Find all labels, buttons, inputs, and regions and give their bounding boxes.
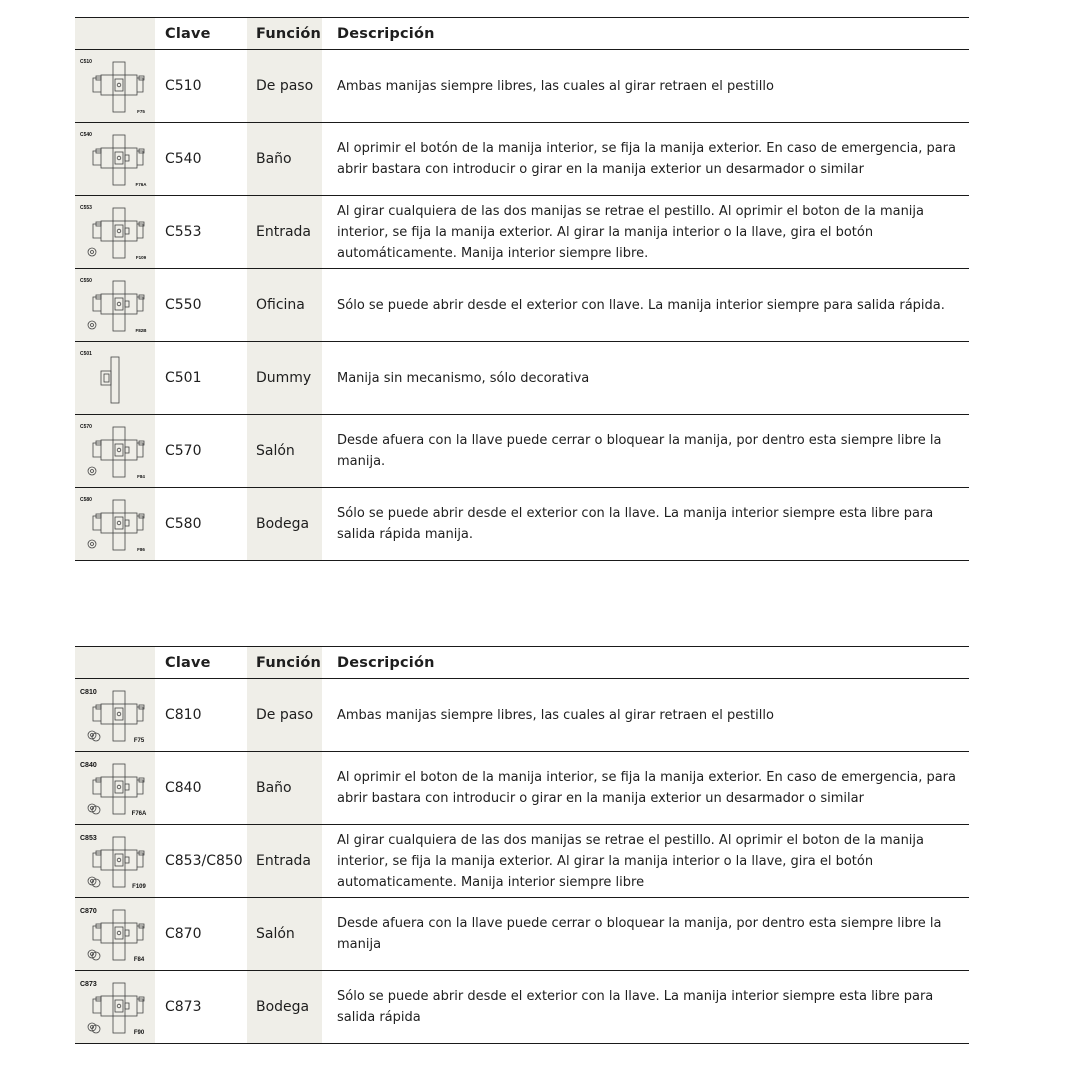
cell-descripcion	[322, 123, 969, 195]
table-row	[75, 898, 969, 971]
descripcion-text: Al oprimir el boton de la manija interior, se fija la manija exterior. En caso de emergencia, para abrir bastara con introducir o girar en la manija exterior un desarmador o similar	[337, 770, 956, 806]
lock-chassis	[101, 513, 137, 533]
lock-diagram	[79, 347, 151, 409]
cell-descripcion	[322, 488, 969, 560]
table-row	[75, 123, 969, 196]
lock-diagram	[79, 493, 151, 555]
header-image-cell	[75, 18, 155, 49]
cell-descripcion	[322, 971, 969, 1043]
latch-dot	[117, 448, 121, 452]
key-cylinder-core	[91, 470, 94, 473]
cell-clave: C570	[165, 443, 202, 459]
diagram-function-label: F86	[137, 547, 145, 552]
diagram-code-label: C570	[80, 424, 92, 430]
descripcion-text: Al girar cualquiera de las dos manijas se retrae el pestillo. Al oprimir el boton de la manija interior, se fija la manija exterior. Al girar la manija interior o la llave, gira el botón automáticamente. Manija interior siempre libre.	[337, 203, 924, 261]
lock-chassis	[101, 440, 137, 460]
cell-clave: C873	[165, 999, 202, 1015]
latch-dot	[117, 229, 121, 233]
push-button	[125, 857, 129, 863]
diagram-function-label: F109	[135, 255, 147, 260]
latch-body	[115, 781, 123, 793]
lock-diagram	[79, 684, 151, 746]
lock-diagram-cell	[75, 752, 155, 824]
push-button	[125, 1003, 129, 1009]
cell-funcion: Baño	[247, 752, 322, 824]
table-row	[75, 415, 969, 488]
descripcion-text: Sólo se puede abrir desde el exterior con la llave. La manija interior siempre esta libre para salida rápida manija.	[337, 506, 934, 542]
key-cylinder-core	[91, 324, 94, 327]
header-clave: Clave	[165, 654, 211, 671]
cell-clave: C540	[165, 151, 202, 167]
lock-chassis	[101, 996, 137, 1016]
descripcion-text: Desde afuera con la llave puede cerrar o bloquear la manija, por dentro esta siempre libre la manija.	[337, 433, 942, 469]
latch-dot	[117, 785, 121, 789]
cell-funcion: Baño	[247, 123, 322, 195]
diagram-code-label: C510	[80, 59, 92, 65]
cell-clave: C580	[165, 516, 202, 532]
latch-dot	[117, 931, 121, 935]
lock-diagram	[79, 976, 151, 1038]
lock-diagram	[79, 420, 151, 482]
header-funcion: Función	[247, 18, 322, 49]
descripcion-text: Al girar cualquiera de las dos manijas se retrae el pestillo. Al oprimir el boton de la manija interior, se fija la manija exterior. Al girar la manija interior o la llave, gira el botón automaticamente. Manija interior siempre libre	[337, 832, 924, 890]
push-button	[125, 930, 129, 936]
lock-diagram	[79, 55, 151, 117]
latch-dot	[117, 83, 121, 87]
push-button	[125, 155, 129, 161]
handle-shape	[101, 371, 111, 385]
lock-chassis	[101, 704, 137, 724]
diagram-code-label: C840	[80, 762, 97, 769]
header-image-cell	[75, 647, 155, 678]
latch-dot	[117, 156, 121, 160]
diagram-function-label: F84	[137, 474, 145, 479]
lock-diagram-cell	[75, 898, 155, 970]
table-row	[75, 342, 969, 415]
diagram-function-label: F84	[133, 957, 145, 963]
latch-dot	[117, 1004, 121, 1008]
key-cylinder-core	[91, 543, 94, 546]
diagram-function-label: F75	[133, 738, 145, 744]
key-cylinder	[88, 540, 96, 548]
lock-diagram-cell	[75, 488, 155, 560]
descripcion-text: Desde afuera con la llave puede cerrar o bloquear la manija, por dentro esta siempre libre la manija	[337, 916, 942, 952]
latch-body	[115, 152, 123, 164]
cell-descripcion	[322, 342, 969, 414]
lock-chassis	[101, 221, 137, 241]
lock-chassis	[101, 850, 137, 870]
header-descripcion: Descripción	[337, 654, 435, 671]
push-button	[125, 520, 129, 526]
table-row	[75, 752, 969, 825]
table-row	[75, 488, 969, 561]
diagram-function-label: F75	[137, 109, 145, 114]
cell-descripcion	[322, 679, 969, 751]
cell-clave: C501	[165, 370, 202, 386]
key-cylinder	[88, 467, 96, 475]
table-row	[75, 269, 969, 342]
diagram-code-label: C810	[80, 689, 97, 696]
latch-body	[115, 708, 123, 720]
lock-chassis	[101, 294, 137, 314]
latch-body	[115, 225, 123, 237]
descripcion-text: Al oprimir el botón de la manija interior, se fija la manija exterior. En caso de emergencia, para abrir bastara con introducir o girar en la manija exterior un desarmador o similar	[337, 141, 956, 177]
diagram-function-label: F76A	[131, 811, 147, 817]
key-cylinder	[88, 248, 96, 256]
cell-funcion: Bodega	[247, 971, 322, 1043]
key-cylinder	[88, 321, 96, 329]
push-button	[125, 784, 129, 790]
lock-chassis	[101, 923, 137, 943]
cell-funcion: Dummy	[247, 342, 322, 414]
push-button	[125, 301, 129, 307]
latch-body	[115, 79, 123, 91]
cell-descripcion	[322, 752, 969, 824]
cell-descripcion	[322, 898, 969, 970]
cell-descripcion	[322, 825, 969, 897]
cell-clave: C840	[165, 780, 202, 796]
latch-dot	[117, 712, 121, 716]
lock-chassis	[101, 75, 137, 95]
diagram-code-label: C553	[80, 205, 92, 211]
lock-diagram	[79, 757, 151, 819]
diagram-code-label: C540	[80, 132, 92, 138]
header-descripcion: Descripción	[337, 25, 435, 42]
function-table-c800	[75, 646, 969, 1044]
cell-descripcion	[322, 415, 969, 487]
lock-diagram	[79, 201, 151, 263]
lock-diagram	[79, 903, 151, 965]
cell-funcion: Oficina	[247, 269, 322, 341]
cell-clave: C870	[165, 926, 202, 942]
cell-funcion: Bodega	[247, 488, 322, 560]
door-edge	[111, 357, 119, 403]
diagram-code-label: C873	[80, 981, 97, 988]
lock-diagram-cell	[75, 971, 155, 1043]
latch-dot	[117, 521, 121, 525]
cell-descripcion	[322, 269, 969, 341]
header-funcion: Función	[247, 647, 322, 678]
lock-diagram-cell	[75, 269, 155, 341]
lock-chassis	[101, 148, 137, 168]
cell-funcion: Salón	[247, 898, 322, 970]
latch-dot	[117, 858, 121, 862]
cell-funcion: De paso	[247, 679, 322, 751]
table-header	[75, 18, 969, 50]
latch-body	[115, 1000, 123, 1012]
lock-chassis	[101, 777, 137, 797]
table-header	[75, 647, 969, 679]
handle-rose	[104, 374, 109, 382]
cell-clave: C510	[165, 78, 202, 94]
diagram-code-label: C853	[80, 835, 97, 842]
descripcion-text: Sólo se puede abrir desde el exterior con la llave. La manija interior siempre esta libre para salida rápida	[337, 989, 934, 1025]
cell-clave: C853/C850	[165, 853, 243, 869]
lock-diagram	[79, 274, 151, 336]
descripcion-text: Sólo se puede abrir desde el exterior con llave. La manija interior siempre para salida rápida.	[337, 297, 945, 313]
latch-body	[115, 854, 123, 866]
diagram-function-label: F90	[133, 1030, 145, 1036]
push-button	[125, 447, 129, 453]
table-body	[75, 50, 969, 561]
lock-diagram-cell	[75, 50, 155, 122]
cell-descripcion	[322, 50, 969, 122]
diagram-code-label: C870	[80, 908, 97, 915]
latch-body	[115, 444, 123, 456]
descripcion-text: Ambas manijas siempre libres, las cuales al girar retraen el pestillo	[337, 78, 774, 94]
table-row	[75, 196, 969, 269]
table-row	[75, 971, 969, 1044]
latch-body	[115, 517, 123, 529]
lock-diagram	[79, 128, 151, 190]
cell-clave: C553	[165, 224, 202, 240]
table-row	[75, 825, 969, 898]
cell-funcion: De paso	[247, 50, 322, 122]
cell-funcion: Entrada	[247, 825, 322, 897]
cell-funcion: Entrada	[247, 196, 322, 268]
table-row	[75, 50, 969, 123]
latch-dot	[117, 302, 121, 306]
lock-diagram-cell	[75, 415, 155, 487]
cell-funcion: Salón	[247, 415, 322, 487]
diagram-code-label: C501	[80, 351, 92, 357]
diagram-function-label: F82B	[135, 328, 147, 333]
diagram-function-label: F76A	[135, 182, 147, 187]
lock-diagram-cell	[75, 825, 155, 897]
latch-body	[115, 298, 123, 310]
push-button	[125, 228, 129, 234]
lock-diagram-cell	[75, 196, 155, 268]
table-body	[75, 679, 969, 1044]
diagram-code-label: C550	[80, 278, 92, 284]
function-table-c500	[75, 17, 969, 561]
cell-descripcion	[322, 196, 969, 268]
descripcion-text: Ambas manijas siempre libres, las cuales al girar retraen el pestillo	[337, 707, 774, 723]
lock-diagram-cell	[75, 679, 155, 751]
key-cylinder-core	[91, 251, 94, 254]
cell-clave: C810	[165, 707, 202, 723]
cell-clave: C550	[165, 297, 202, 313]
diagram-code-label: C580	[80, 497, 92, 503]
latch-body	[115, 927, 123, 939]
lock-diagram	[79, 830, 151, 892]
table-row	[75, 679, 969, 752]
diagram-function-label: F109	[132, 884, 146, 890]
descripcion-text: Manija sin mecanismo, sólo decorativa	[337, 370, 590, 386]
lock-diagram-cell	[75, 342, 155, 414]
header-clave: Clave	[165, 25, 211, 42]
lock-diagram-cell	[75, 123, 155, 195]
